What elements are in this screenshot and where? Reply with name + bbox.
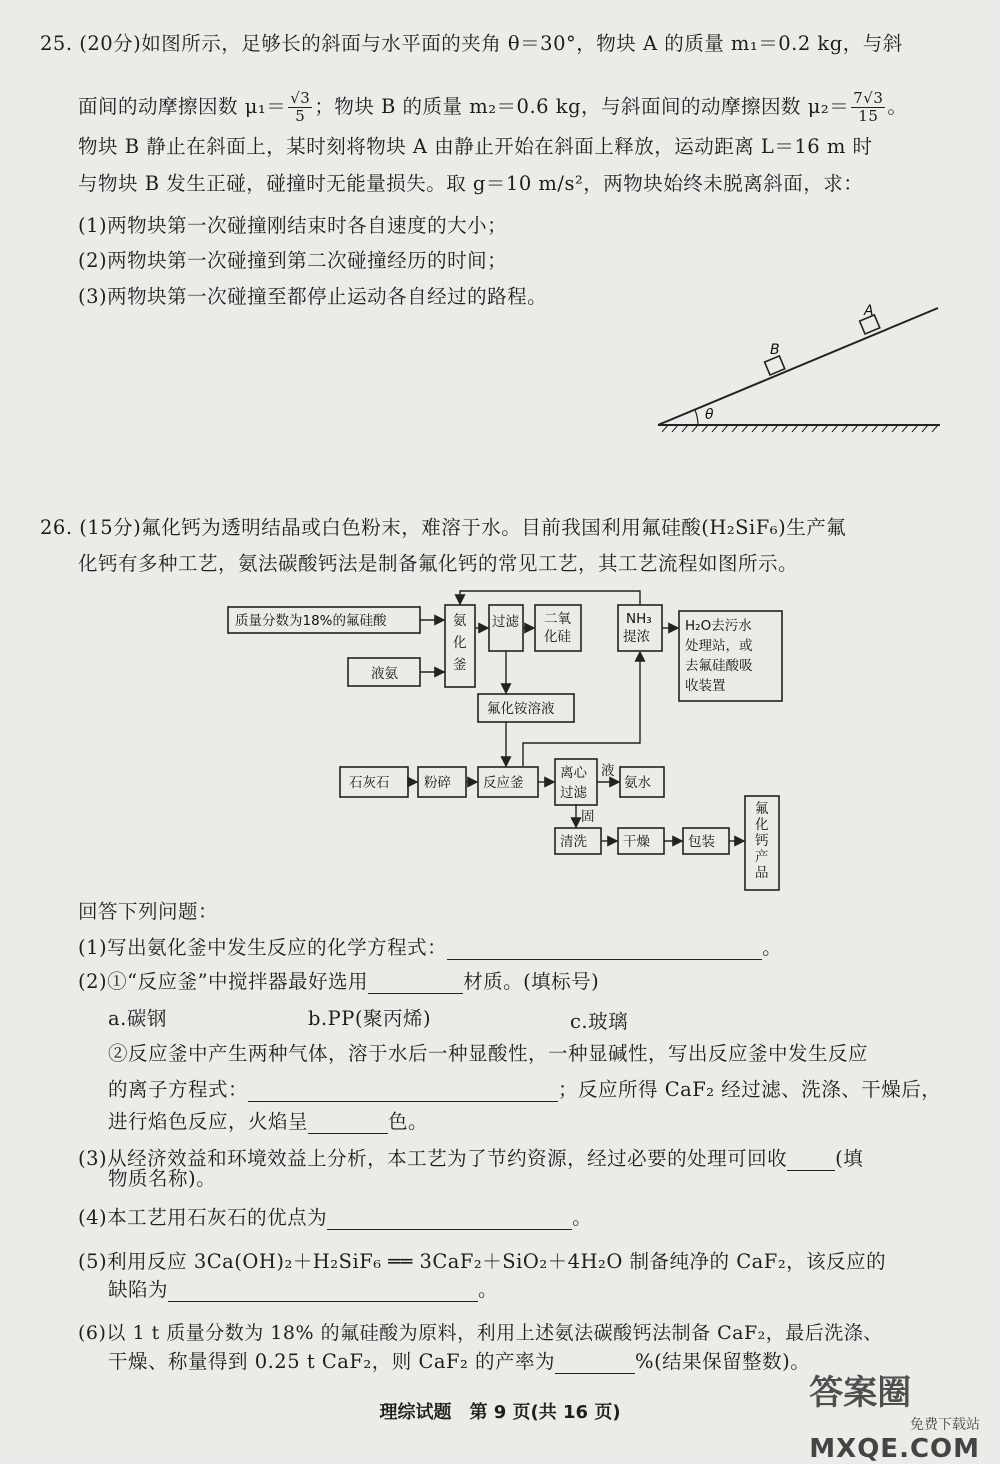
- q26-opt-c: c.玻璃: [570, 1010, 629, 1033]
- q26-q2b-3a: 进行焰色反应，火焰呈: [108, 1110, 309, 1133]
- mu1-denominator: 5: [295, 107, 306, 125]
- wastewater-line-4: 收装置: [685, 678, 726, 694]
- process-flowchart: [225, 583, 785, 893]
- raw-material-label: 质量分数为18%的氟硅酸: [235, 613, 387, 629]
- q26-q5-2b: 。: [478, 1278, 499, 1301]
- kettle-char-2: 化: [453, 635, 467, 651]
- mu2-numerator: 7√3: [853, 89, 884, 107]
- silica-line-1: 二氧: [544, 611, 571, 627]
- product-char-5: 品: [755, 865, 769, 881]
- q26-q4-text: (4)本工艺用石灰石的优点为: [78, 1206, 328, 1229]
- q26-q2b-2: [108, 1074, 941, 1102]
- solid-label: 固: [581, 809, 595, 825]
- watermark-sub: 免费下载站: [910, 1417, 980, 1433]
- product-char-2: 化: [755, 817, 769, 833]
- q25-line-1: 25. (20分)如图所示，足够长的斜面与水平面的夹角 θ＝30°，物块 A 的质量 m₁＝0.2 kg，与斜: [40, 32, 903, 55]
- ground-hatching: [662, 425, 938, 432]
- limestone-label: 石灰石: [349, 775, 390, 791]
- q26-q4-blank[interactable]: [327, 1206, 572, 1230]
- q26-q3-1b: (填: [835, 1147, 864, 1170]
- liquid-label: 液: [601, 763, 615, 779]
- q26-q6-1: (6)以 1 t 质量分数为 18% 的氟硅酸为原料，利用上述氨法碳酸钙法制备 CaF₂，最后洗涤、: [78, 1322, 883, 1344]
- theta-label: θ: [705, 407, 714, 423]
- silica-line-2: 化硅: [544, 629, 571, 645]
- q26-q1: [78, 932, 782, 960]
- q26-q2b-3: [108, 1106, 428, 1134]
- q26-q1-text: (1)写出氨化釜中发生反应的化学方程式：: [78, 936, 448, 959]
- q26-line-1: 26. (15分)氟化钙为透明结晶或白色粉末，难溶于水。目前我国利用氟硅酸(H₂SiF₆)生产氟: [40, 516, 847, 539]
- centrifuge-line-1: 离心: [560, 765, 587, 781]
- centrifuge-line-2: 过滤: [560, 785, 587, 801]
- incline-figure: [650, 300, 950, 440]
- ammonia-water-label: 氨水: [624, 775, 651, 791]
- q26-line-2: 化钙有多种工艺，氨法碳酸钙法是制备氟化钙的常见工艺，其工艺流程如图所示。: [78, 552, 799, 575]
- q26-intro: 回答下列问题：: [78, 900, 219, 923]
- wastewater-line-3: 去氟硅酸吸: [685, 658, 753, 674]
- q26-q5-blank[interactable]: [168, 1278, 478, 1302]
- liquid-ammonia-label: 液氨: [371, 666, 398, 682]
- q25-sub-3: (3)两物块第一次碰撞至都停止运动各自经过的路程。: [78, 285, 548, 308]
- q26-q2b-blank-2[interactable]: [308, 1110, 388, 1134]
- wastewater-line-1: H₂O去污水: [685, 618, 752, 634]
- q26-q2a-blank[interactable]: [368, 970, 463, 994]
- page-footer: 理综试题 第 9 页(共 16 页): [379, 1402, 621, 1423]
- q25-line-2: [78, 90, 907, 125]
- mu2-denominator: 15: [858, 107, 879, 125]
- pack-label: 包装: [688, 834, 715, 850]
- q25-sub-2: (2)两物块第一次碰撞到第二次碰撞经历的时间；: [78, 249, 508, 272]
- q26-q2a-end: 材质。(填标号): [463, 970, 600, 993]
- q26-q3-2: 物质名称)。: [108, 1167, 217, 1190]
- reactor-label: 反应釜: [483, 775, 524, 791]
- filter-label: 过滤: [492, 614, 519, 630]
- wastewater-line-2: 处理站，或: [685, 638, 753, 654]
- q26-q2b-2b: ；反应所得 CaF₂ 经过滤、洗涤、干燥后，: [558, 1078, 942, 1101]
- q26-opt-a: a.碳钢: [108, 1007, 167, 1030]
- watermark-site: MXQE.COM: [809, 1434, 980, 1464]
- crush-label: 粉碎: [424, 775, 451, 791]
- block-a-label: A: [864, 303, 874, 319]
- q26-q4: [78, 1202, 592, 1230]
- angle-arc: [695, 410, 698, 425]
- q26-q6-2: [108, 1346, 810, 1374]
- q25-line-2a: 面间的动摩擦因数 μ₁＝: [78, 95, 287, 118]
- product-char-1: 氟: [755, 801, 769, 817]
- block-b-label: B: [770, 342, 780, 358]
- q25-line-4: 与物块 B 发生正碰，碰撞时无能量损失。取 g＝10 m/s²，两物块始终未脱离斜面，求：: [78, 172, 864, 195]
- q26-q5-2a: 缺陷为: [108, 1278, 169, 1301]
- q26-q3-1a: (3)从经济效益和环境效益上分析，本工艺为了节约资源，经过必要的处理可回收: [78, 1147, 788, 1170]
- q26-q2b-1: ②反应釜中产生两种气体，溶于水后一种显酸性，一种显碱性，写出反应釜中发生反应: [108, 1042, 869, 1065]
- q26-q5-1: (5)利用反应 3Ca(OH)₂＋H₂SiF₆ ══ 3CaF₂＋SiO₂＋4H₂O 制备纯净的 CaF₂，该反应的: [78, 1250, 887, 1273]
- q25-line-2c: 。: [887, 95, 908, 118]
- q26-q3-blank[interactable]: [787, 1147, 835, 1171]
- product-char-4: 产: [755, 849, 769, 865]
- q26-q4-end: 。: [572, 1206, 593, 1229]
- q26-q1-end: 。: [762, 936, 783, 959]
- q26-q6-2b: %(结果保留整数)。: [635, 1350, 811, 1373]
- q26-q1-blank[interactable]: [447, 936, 762, 960]
- q26-q5-2: [108, 1274, 498, 1302]
- nh3-line-2: 提浓: [623, 629, 650, 645]
- q26-q2b-3b: 色。: [388, 1110, 429, 1133]
- mu1-fraction: [288, 90, 312, 125]
- dry-label: 干燥: [623, 834, 650, 850]
- nh3-line-1: NH₃: [626, 611, 652, 627]
- q26-q6-blank[interactable]: [555, 1350, 635, 1374]
- block-b: [765, 356, 785, 375]
- q25-line-2b: ；物块 B 的质量 m₂＝0.6 kg，与斜面间的动摩擦因数 μ₂＝: [314, 95, 850, 118]
- mu2-fraction: [851, 90, 885, 125]
- product-char-3: 钙: [755, 833, 769, 849]
- q26-q2a-text: (2)①“反应釜”中搅拌器最好选用: [78, 970, 369, 993]
- q26-q6-2a: 干燥、称量得到 0.25 t CaF₂，则 CaF₂ 的产率为: [108, 1350, 556, 1373]
- ammonium-fluoride-label: 氟化铵溶液: [487, 701, 555, 717]
- q26-q2a: [78, 966, 599, 994]
- q26-q2b-2a: 的离子方程式：: [108, 1078, 249, 1101]
- mu1-numerator: √3: [290, 89, 311, 107]
- q25-sub-1: (1)两物块第一次碰撞刚结束时各自速度的大小；: [78, 214, 508, 237]
- wash-label: 清洗: [560, 834, 587, 850]
- kettle-char-1: 氨: [453, 613, 467, 629]
- q26-q2b-blank-1[interactable]: [248, 1078, 558, 1102]
- q26-opt-b: b.PP(聚丙烯): [308, 1007, 432, 1030]
- q25-line-3: 物块 B 静止在斜面上，某时刻将物块 A 由静止开始在斜面上释放，运动距离 L＝16 m 时: [78, 135, 873, 158]
- incline-line: [658, 308, 938, 425]
- watermark: [809, 1365, 980, 1464]
- watermark-brand: 答案圈: [809, 1373, 912, 1413]
- kettle-char-3: 釜: [453, 657, 467, 673]
